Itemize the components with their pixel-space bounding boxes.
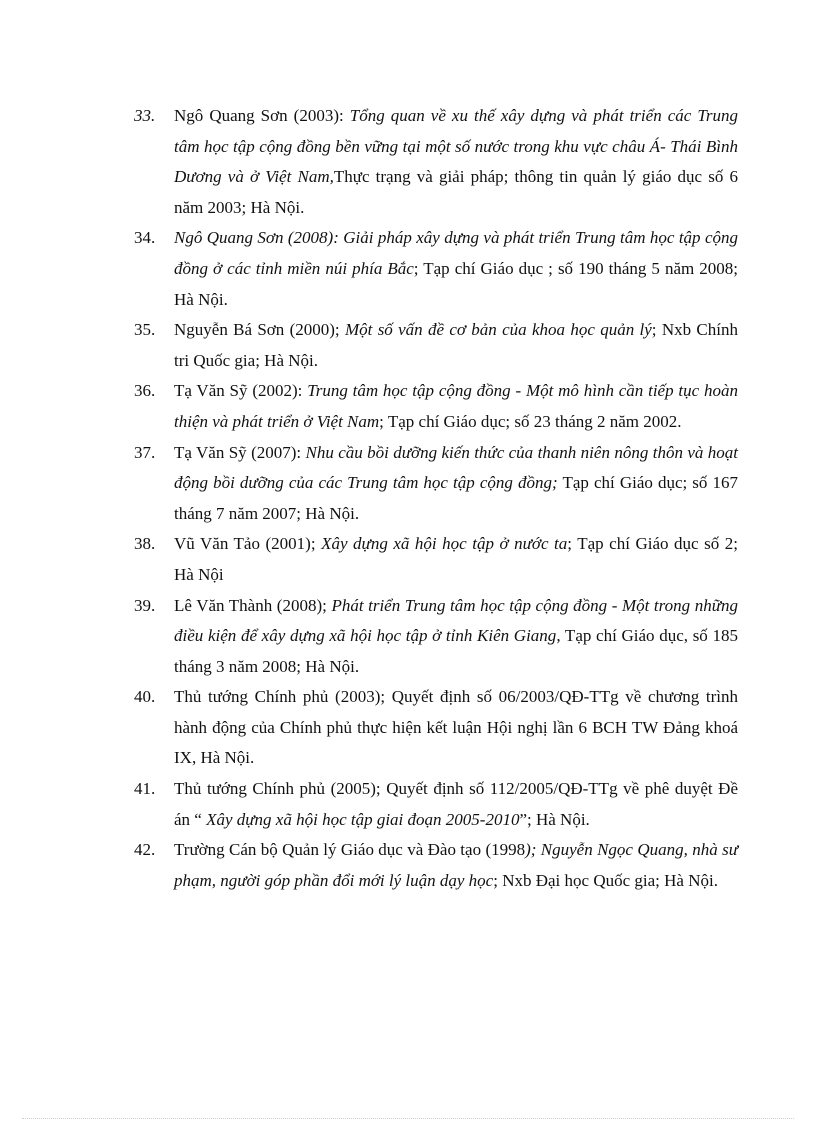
reference-title-text: Ngô Quang Sơn (2008): Giải pháp xây dựng và phát triển Trung tâm học tập cộng đồng ở các tỉnh miền núi phía Bắc: [174, 228, 738, 278]
reference-text: Tạp chí Giáo dục; số 167 tháng 7 năm 2007; Hà Nội.: [174, 473, 739, 523]
reference-text: ; Nxb Chính tri Quốc gia; Hà Nội.: [174, 320, 738, 370]
reference-text: ; Tạp chí Giáo dục số 2; Hà Nội: [174, 534, 738, 584]
reference-text: ; Tạp chí Giáo dục ; số 190 tháng 5 năm 2008; Hà Nội.: [174, 258, 739, 309]
reference-title-text: Xây dựng xã hội học tập ở nước ta: [321, 534, 568, 554]
reference-number: 34.: [134, 228, 156, 248]
reference-number: 38.: [134, 534, 156, 554]
reference-item: [134, 438, 738, 530]
reference-text: ; Tạp chí Giáo dục; số 23 tháng 2 năm 2002.: [379, 411, 682, 431]
reference-text: Thủ tướng Chính phủ (2003); Quyết định số 06/2003/QĐ-TTg về chương trình hành động của Chính phủ thực hiện kết luận Hội nghị lần 6 BCH TW Đảng khoá IX, Hà Nội.: [174, 687, 738, 768]
reference-number: 39.: [134, 595, 156, 615]
reference-item: [134, 591, 738, 683]
reference-title-text: Xây dựng xã hội học tập giai đoạn 2005-2010: [206, 809, 520, 829]
reference-text: Tạ Văn Sỹ (2007):: [174, 442, 306, 462]
reference-list: [134, 101, 738, 896]
reference-item: [134, 223, 738, 315]
reference-text: Tạ Văn Sỹ (2002):: [174, 381, 308, 401]
reference-number: 33.: [134, 106, 156, 125]
reference-text: Vũ Văn Tảo (2001);: [174, 534, 322, 554]
reference-number: 40.: [134, 687, 156, 707]
reference-title-text: ); Nguyễn Ngọc Quang, nhà sư phạm, người góp phần đổi mới lý luận dạy học: [174, 840, 738, 890]
reference-number: 41.: [134, 779, 156, 799]
reference-number: 37.: [134, 442, 156, 462]
reference-text: Thực trạng và giải pháp; thông tin quản lý giáo dục số 6 năm 2003; Hà Nội.: [174, 167, 738, 217]
reference-text: ”; Hà Nội.: [519, 809, 590, 829]
reference-text: , Tạp chí Giáo dục, số 185 tháng 3 năm 2008; Hà Nội.: [174, 626, 738, 676]
reference-number: 35.: [134, 320, 156, 340]
reference-item: [134, 774, 738, 835]
reference-number: 36.: [134, 381, 156, 401]
reference-title-text: Tổng quan về xu thế xây dựng và phát triển các Trung tâm học tập cộng đồng bền vững tại một số nước trong khu vực châu Á- Thái Bình Dương và ở Việt Nam,: [174, 106, 738, 187]
reference-item: [134, 101, 738, 223]
reference-text: Lê Văn Thành (2008);: [174, 595, 332, 615]
reference-item: [134, 835, 738, 896]
reference-text: Nguyễn Bá Sơn (2000);: [174, 320, 345, 340]
reference-item: [134, 315, 738, 376]
reference-title-text: Nhu cầu bồi dưỡng kiến thức của thanh niên nông thôn và hoạt động bồi dưỡng của các Trung tâm học tập cộng đồng;: [174, 442, 738, 493]
reference-text: Thủ tướng Chính phủ (2005); Quyết định số 112/2005/QĐ-TTg về phê duyệt Đề án “: [174, 779, 738, 829]
reference-item: [134, 682, 738, 774]
reference-text: ; Nxb Đại học Quốc gia; Hà Nội.: [493, 870, 718, 890]
page-bottom-edge: [22, 1118, 794, 1119]
reference-item: [134, 376, 738, 437]
reference-text: Trường Cán bộ Quản lý Giáo dục và Đào tạo (1998: [174, 840, 526, 860]
reference-number: 42.: [134, 840, 156, 860]
reference-item: [134, 529, 738, 590]
reference-title-text: Phát triển Trung tâm học tập cộng đồng - Một trong những điều kiện để xây dựng xã hội học tập ở tỉnh Kiên Giang: [174, 595, 738, 646]
reference-text: Ngô Quang Sơn (2003):: [174, 106, 350, 125]
reference-title-text: Một số vấn đề cơ bản của khoa học quản lý: [344, 320, 652, 340]
reference-title-text: Trung tâm học tập cộng đồng - Một mô hình cần tiếp tục hoàn thiện và phát triển ở Việt Nam: [174, 381, 738, 431]
